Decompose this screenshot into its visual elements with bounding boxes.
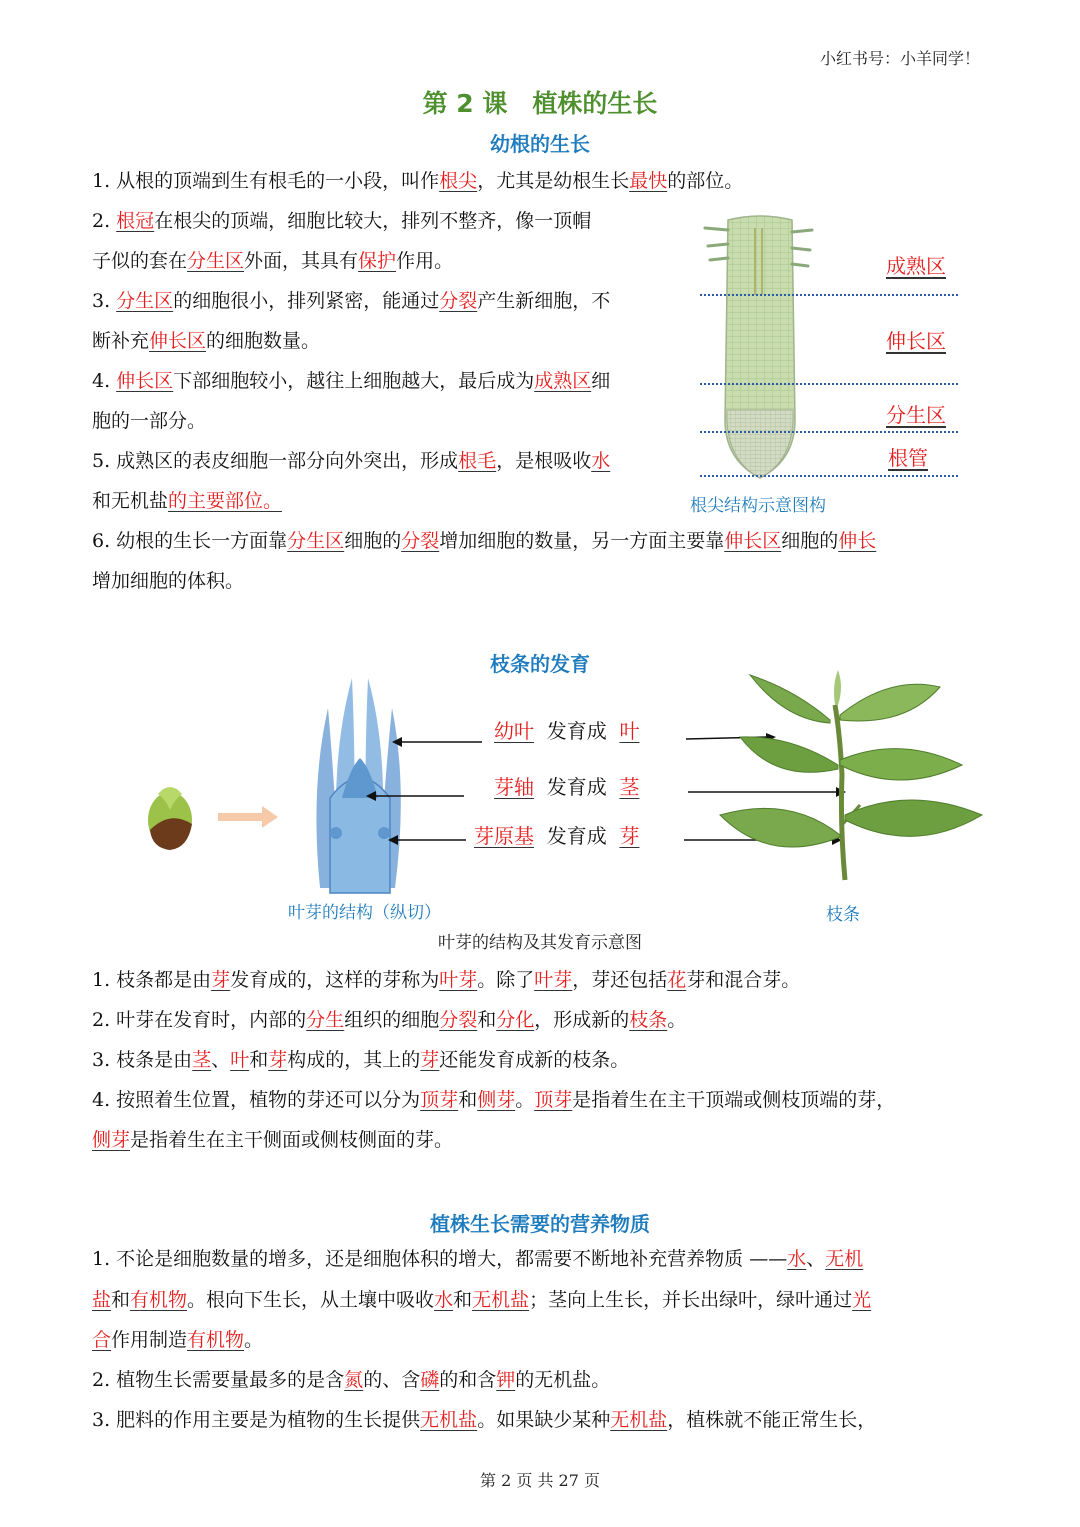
text-segment: 细 (591, 370, 611, 392)
arrow-right-icon (218, 806, 278, 832)
keyword: 伸长区 (116, 370, 174, 392)
keyword: 钾 (496, 1369, 516, 1391)
divider-elongation-zone (700, 383, 958, 385)
text-segment: 发育成的，这样的芽称为 (230, 969, 440, 991)
keyword: 无机盐 (472, 1289, 530, 1311)
development-row-leaf (494, 715, 639, 744)
text-line (92, 327, 320, 355)
development-row-bud (474, 820, 639, 849)
leaf-bud-caption: 叶芽的结构（纵切） (288, 903, 441, 923)
keyword: 叶芽 (534, 969, 573, 991)
keyword: 分生 (306, 1009, 345, 1031)
text-segment: 芽和混合芽。 (686, 969, 801, 991)
keyword: 分生区 (287, 530, 345, 552)
zone-label-elongation: 伸长区 (886, 329, 946, 353)
text-segment: ，植株就不能正常生长， (667, 1409, 877, 1431)
zone-label-mature: 成熟区 (886, 254, 946, 278)
figure-caption: 叶芽的结构及其发育示意图 (438, 933, 642, 953)
keyword: 伸长 (838, 530, 877, 552)
text-segment: 细胞的 (344, 530, 402, 552)
keyword: 磷 (420, 1369, 440, 1391)
text-line (92, 1006, 686, 1034)
zone-label-meristem: 分生区 (886, 403, 946, 427)
text-segment: 的和含 (439, 1369, 497, 1391)
text-segment: 1. 枝条都是由 (92, 969, 212, 991)
text-segment: 。 (515, 1089, 535, 1111)
development-row-stem (494, 771, 639, 800)
text-segment: 还能发育成新的枝条。 (439, 1049, 630, 1071)
arrow-stem-left (366, 786, 464, 805)
keyword: 侧芽 (92, 1129, 131, 1151)
development-part: 芽原基 (474, 824, 534, 848)
text-segment: 1. 从根的顶端到生有根毛的一小段，叫作 (92, 170, 440, 192)
text-line (92, 367, 610, 395)
text-segment: 增加细胞的数量，另一方面主要靠 (439, 530, 725, 552)
text-segment: ，形成新的 (534, 1009, 630, 1031)
keyword: 分裂 (439, 1009, 478, 1031)
text-segment: 作用。 (396, 250, 454, 272)
keyword: 芽 (268, 1049, 288, 1071)
text-segment: 在根尖的顶端，细胞比较大，排列不整齐，像一顶帽 (154, 210, 592, 232)
text-segment: 的无机盐。 (515, 1369, 611, 1391)
keyword: 水 (591, 450, 611, 472)
keyword: 分裂 (401, 530, 440, 552)
page-footer: 第 2 页 共 27 页 (480, 1471, 600, 1490)
keyword: 无机盐 (610, 1409, 668, 1431)
text-segment: 4. (92, 370, 117, 392)
text-segment: 作用制造 (111, 1329, 188, 1351)
keyword: 分化 (496, 1009, 535, 1031)
text-segment: 3. 肥料的作用主要是为植物的生长提供 (92, 1409, 421, 1431)
watermark: 小红书号：小羊同学！ (819, 49, 980, 68)
keyword: 根冠 (116, 210, 155, 232)
text-line (92, 1286, 871, 1314)
text-segment: 细胞的 (781, 530, 839, 552)
section-title-root-growth: 幼根的生长 (490, 132, 590, 156)
keyword: 盐 (92, 1289, 112, 1311)
text-segment: 。 (244, 1329, 264, 1351)
development-verb: 发育成 (546, 719, 607, 743)
keyword: 根尖 (439, 170, 478, 192)
keyword: 成熟区 (534, 370, 592, 392)
leaf-bud-section-illustration (300, 668, 420, 902)
text-segment: 2. (92, 210, 117, 232)
root-tip-caption: 根尖结构示意图构 (690, 496, 826, 516)
keyword: 光 (852, 1289, 872, 1311)
text-segment: 6. 幼根的生长一方面靠 (92, 530, 288, 552)
text-segment: 和无机盐 (92, 490, 169, 512)
text-line (92, 247, 453, 275)
text-segment: 1. 不论是细胞数量的增多，还是细胞体积的增大，都需要不断地补充营养物质 —— (92, 1248, 788, 1270)
text-segment: 2. 植物生长需要量最多的是含 (92, 1369, 345, 1391)
development-result: 叶 (619, 719, 640, 743)
keyword: 保护 (358, 250, 397, 272)
text-line (92, 407, 206, 435)
keyword: 最快 (629, 170, 668, 192)
text-segment: 的细胞很小，排列紧密，能通过 (173, 290, 440, 312)
text-segment: 5. 成熟区的表皮细胞一部分向外突出，形成 (92, 450, 459, 472)
text-segment: 3. (92, 290, 117, 312)
keyword: 枝条 (629, 1009, 668, 1031)
text-segment: 。 (667, 1009, 687, 1031)
development-result: 芽 (619, 824, 640, 848)
keyword: 花 (667, 969, 687, 991)
text-segment: 和 (458, 1089, 478, 1111)
text-line (92, 167, 743, 195)
text-segment: 3. 枝条是由 (92, 1049, 193, 1071)
keyword: 有机物 (187, 1329, 245, 1351)
keyword: 无机 (825, 1248, 864, 1270)
keyword: 水 (434, 1289, 454, 1311)
section-title-nutrients: 植株生长需要的营养物质 (430, 1212, 650, 1236)
text-line (92, 1406, 876, 1434)
text-line (92, 1086, 895, 1114)
text-segment: 。除了 (477, 969, 535, 991)
keyword: 分生区 (116, 290, 174, 312)
keyword: 芽 (420, 1049, 440, 1071)
text-segment: 2. 叶芽在发育时，内部的 (92, 1009, 307, 1031)
branch-caption: 枝条 (826, 905, 860, 925)
text-segment: 增加细胞的体积。 (92, 570, 245, 592)
text-segment: 的、含 (363, 1369, 421, 1391)
text-segment: 产生新细胞，不 (477, 290, 611, 312)
keyword: 合 (92, 1329, 112, 1351)
text-segment: 和 (249, 1049, 269, 1071)
bud-illustration (140, 780, 200, 856)
text-line (92, 447, 610, 475)
text-line (92, 527, 876, 555)
text-segment: 。如果缺少某种 (477, 1409, 611, 1431)
keyword: 分裂 (439, 290, 478, 312)
text-line (92, 487, 282, 515)
text-segment: ，尤其是幼根生长 (477, 170, 630, 192)
development-verb: 发育成 (546, 824, 607, 848)
text-line (92, 1326, 263, 1354)
text-segment: 组织的细胞 (344, 1009, 440, 1031)
text-segment: 构成的，其上的 (287, 1049, 421, 1071)
text-segment: 、 (806, 1248, 826, 1270)
divider-root-cap (700, 475, 958, 477)
keyword: 伸长区 (724, 530, 782, 552)
development-result: 茎 (619, 775, 640, 799)
text-segment: 是指着生在主干顶端或侧枝顶端的芽， (572, 1089, 896, 1111)
text-line (92, 1245, 863, 1273)
divider-meristem-zone (700, 431, 958, 433)
text-line (92, 1046, 629, 1074)
text-segment: 子似的套在 (92, 250, 188, 272)
keyword: 分生区 (187, 250, 245, 272)
branch-illustration (700, 665, 1000, 889)
keyword: 茎 (192, 1049, 212, 1071)
development-verb: 发育成 (546, 775, 607, 799)
text-segment: 的细胞数量。 (206, 330, 321, 352)
text-line (92, 207, 591, 235)
keyword: 叶芽 (439, 969, 478, 991)
text-line (92, 966, 800, 994)
keyword: 的主要部位。 (168, 490, 283, 512)
text-line (92, 1366, 610, 1394)
keyword: 顶芽 (420, 1089, 459, 1111)
divider-mature-zone (700, 294, 958, 296)
text-segment: 。根向下生长，从土壤中吸收 (187, 1289, 435, 1311)
development-part: 芽轴 (494, 775, 534, 799)
keyword: 无机盐 (420, 1409, 478, 1431)
text-segment: 和 (111, 1289, 131, 1311)
text-segment: ，芽还包括 (572, 969, 668, 991)
text-segment: ，是根吸收 (496, 450, 592, 472)
keyword: 根毛 (458, 450, 497, 472)
keyword: 有机物 (130, 1289, 188, 1311)
text-segment: 的部位。 (667, 170, 744, 192)
arrow-leaf-left (392, 732, 482, 751)
keyword: 叶 (230, 1049, 250, 1071)
text-line (92, 567, 244, 595)
development-part: 幼叶 (494, 719, 534, 743)
text-segment: 胞的一部分。 (92, 410, 207, 432)
zone-label-root-cap: 根管 (888, 446, 928, 470)
text-segment: 下部细胞较小，越往上细胞越大，最后成为 (173, 370, 535, 392)
text-segment: 外面，其具有 (244, 250, 359, 272)
text-segment: 4. 按照着生位置，植物的芽还可以分为 (92, 1089, 421, 1111)
text-segment: 断补充 (92, 330, 150, 352)
text-segment: ；茎向上生长，并长出绿叶，绿叶通过 (529, 1289, 853, 1311)
lesson-title: 第 2 课 植株的生长 (422, 89, 658, 118)
keyword: 顶芽 (534, 1089, 573, 1111)
keyword: 伸长区 (149, 330, 207, 352)
keyword: 水 (787, 1248, 807, 1270)
keyword: 芽 (211, 969, 231, 991)
text-line (92, 287, 610, 315)
text-segment: 和 (477, 1009, 497, 1031)
arrow-bud-left (388, 830, 466, 849)
keyword: 侧芽 (477, 1089, 516, 1111)
text-segment: 和 (453, 1289, 473, 1311)
text-segment: 、 (211, 1049, 231, 1071)
text-line (92, 1126, 453, 1154)
keyword: 氮 (344, 1369, 364, 1391)
section-title-branch-development: 枝条的发育 (490, 652, 590, 676)
text-segment: 是指着生在主干侧面或侧枝侧面的芽。 (130, 1129, 454, 1151)
